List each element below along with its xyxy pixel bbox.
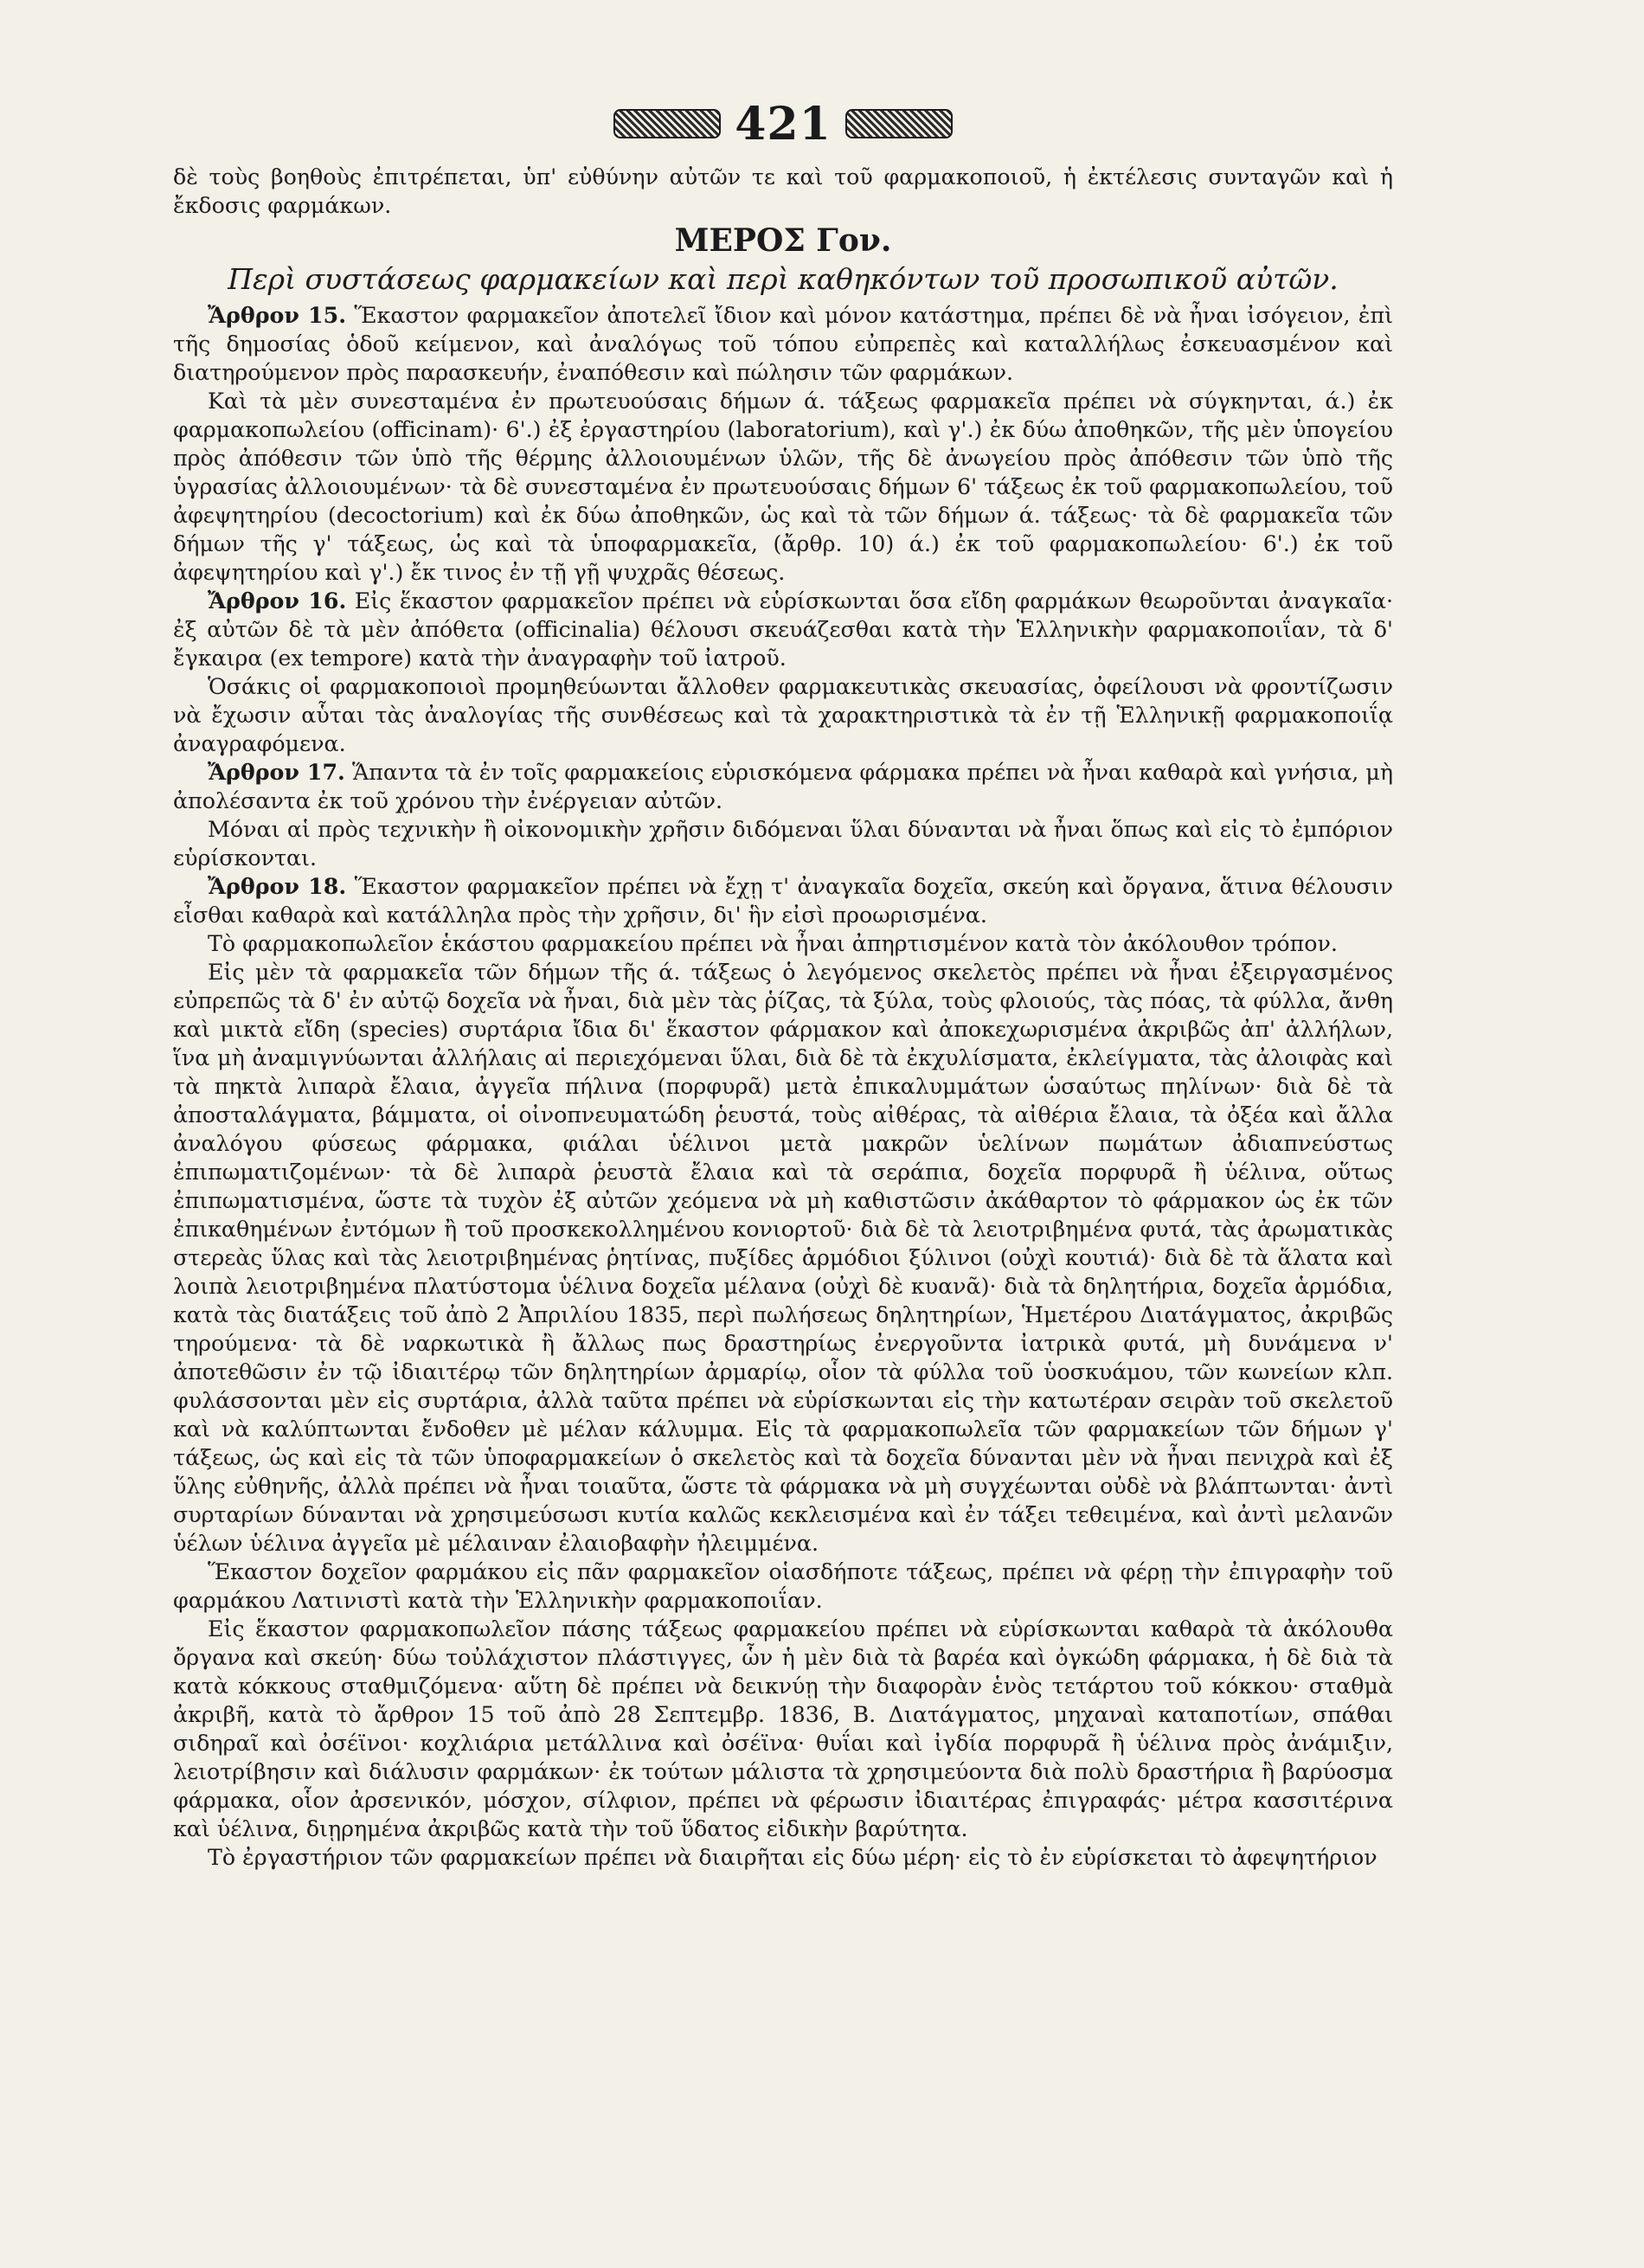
page-number: 421	[735, 97, 832, 151]
part-title: ΜΕΡΟΣ Γον.	[674, 222, 892, 259]
paragraph-text: Εἰς ἕκαστον φαρμακοπωλεῖον πάσης τάξεως φαρμακείου πρέπει νὰ εὑρίσκωνται καθαρὰ τὰ ἀκόλουθα ὄργανα καὶ σκεύη· δύω τοὐλάχιστον πλάστιγγες, ὧν ἡ μὲν διὰ τὰ βαρέα καὶ ὀγκώδη φάρμακα, ἡ δὲ διὰ τὰ κατὰ κόκκους σταθμιζόμενα· αὕτη δὲ πρέπει νὰ δεικνύῃ τὴν διαφορὰν ἑνὸς τετάρτου τοῦ κόκκου· σταθμὰ ἀκριβῆ, κατὰ τὸ ἄρθρον 15 τοῦ ἀπὸ 28 Σεπτεμβρ. 1836, Β. Διατάγματος, μηχαναὶ καταποτίων, σπάθαι σιδηραῖ καὶ ὀσέϊνοι· κοχλιάρια μετάλλινα καὶ ὀσέϊνα· θυΐαι καὶ ἰγδία πορφυρᾶ ἢ ὑέλινα πρὸς ἀνάμιξιν, λειοτρίβησιν καὶ διάλυσιν φαρμάκων· ἐκ τούτων μάλιστα τὰ χρησιμεύοντα διὰ πολὺ δραστήρια ἢ βαρύοσμα φάρμακα, οἷον ἀρσενικόν, μόσχον, σίλφιον, πρέπει νὰ φέρωσιν ἰδιαιτέρας ἐπιγραφάς· μέτρα κασσιτέρινα καὶ ὑέλινα, διῃρημένα ἀκριβῶς κατὰ τὴν τοῦ ὕδατος εἰδικὴν βαρύτητα.	[173, 1616, 1393, 1841]
article-label: Ἄρθρον 18.	[208, 873, 347, 899]
article-label: Ἄρθρον 16.	[208, 588, 347, 614]
paragraph-text: Μόναι αἱ πρὸς τεχνικὴν ἢ οἰκονομικὴν χρῆσιν διδόμεναι ὕλαι δύνανται νὰ ἦναι ὅπως καὶ εἰς τὸ ἐμπόριον εὑρίσκονται.	[173, 817, 1393, 871]
intro-paragraph: δὲ τοὺς βοηθοὺς ἐπιτρέπεται, ὑπ' εὐθύνην αὐτῶν τε καὶ τοῦ φαρμακοποιοῦ, ἡ ἐκτέλεσις συνταγῶν καὶ ἡ ἔκδοσις φαρμάκων.	[173, 164, 1393, 218]
paragraph-text: Ὁσάκις οἱ φαρμακοποιοὶ προμηθεύωνται ἄλλοθεν φαρμακευτικὰς σκευασίας, ὀφείλουσι νὰ φροντίζωσιν νὰ ἔχωσιν αὗται τὰς ἀναλογίας τῆς συνθέσεως καὶ τὰ χαρακτηριστικὰ τὰ ἐν τῇ Ἑλληνικῇ φαρμακοποιΐᾳ ἀναγραφόμενα.	[173, 674, 1393, 756]
paragraph	[173, 387, 1393, 587]
paragraph-text: Εἰς μὲν τὰ φαρμακεῖα τῶν δήμων τῆς ά. τάξεως ὁ λεγόμενος σκελετὸς πρέπει νὰ ἦναι ἐξειργασμένος εὐπρεπῶς τὰ δ' ἐν αὐτῷ δοχεῖα νὰ ἦναι, διὰ μὲν τὰς ῥίζας, τὰ ξύλα, τοὺς φλοιούς, τὰς πόας, τὰ φύλλα, ἄνθη καὶ μικτὰ εἴδη (species) συρτάρια ἴδια δι' ἕκαστον φάρμακον καὶ ἀποκεχωρισμένα ἀκριβῶς ἀπ' ἀλλήλων, ἵνα μὴ ἀναμιγνύωνται ἀλλήλαις αἱ περιεχόμεναι ὕλαι, διὰ δὲ τὰ ἐκχυλίσματα, ἐκλείγματα, τὰς ἀλοιφὰς καὶ τὰ πηκτὰ λιπαρὰ ἔλαια, ἀγγεῖα πήλινα (πορφυρᾶ) μετὰ ἐπικαλυμμάτων ὡσαύτως πηλίνων· διὰ δὲ τὰ ἀποσταλάγματα, βάμματα, οἱ οἰνοπνευματώδη ῥευστά, τοὺς αἰθέρας, τὰ αἰθέρια ἔλαια, τὰ ὀξέα καὶ ἄλλα ἀναλόγου φύσεως φάρμακα, φιάλαι ὑέλινοι μετὰ μακρῶν ὑελίνων πωμάτων ἀδιαπνεύστως ἐπιπωματιζομένων· τὰ δὲ λιπαρὰ ῥευστὰ ἔλαια καὶ τὰ σεράπια, δοχεῖα πορφυρᾶ ἢ ὑέλινα, οὕτως ἐπιπωματισμένα, ὥστε τὰ τυχὸν ἐξ αὐτῶν χεόμενα νὰ μὴ καθιστῶσιν ἀκάθαρτον τὸ φάρμακον ὡς ἐκ τῶν ἐπικαθημένων ἐντόμων ἢ τοῦ προσκεκολλημένου κονιορτοῦ· διὰ δὲ τὰ λειοτριβημένα φυτά, τὰς ἀρωματικὰς στερεὰς ὕλας καὶ τὰς λειοτριβημένας ῥητίνας, πυξίδες ἁρμόδιοι ξύλινοι (οὐχὶ κουτιά)· διὰ δὲ τὰ ἅλατα καὶ λοιπὰ λειοτριβημένα πλατύστομα ὑέλινα δοχεῖα μέλανα (οὐχὶ δὲ κυανᾶ)· διὰ τὰ δηλητήρια, δοχεῖα ἁρμόδια, κατὰ τὰς διατάξεις τοῦ ἀπὸ 2 Ἀπριλίου 1835, περὶ πωλήσεως δηλητηρίων, Ἡμετέρου Διατάγματος, ἀκριβῶς τηρούμενα· τὰ δὲ ναρκωτικὰ ἢ ἄλλως πως δραστηρίως ἐνεργοῦντα ἰατρικὰ φυτά, μὴ δυνάμενα ν' ἀποτεθῶσιν ἐν τῷ ἰδιαιτέρῳ τῶν δηλητηρίων ἀρμαρίῳ, οἷον τὰ φύλλα τοῦ ὑοσκυάμου, τῶν κωνείων κλπ. φυλάσσονται μὲν εἰς συρτάρια, ἀλλὰ ταῦτα πρέπει νὰ εὑρίσκωνται εἰς τὴν κατωτέραν σειρὰν τοῦ σκελετοῦ καὶ νὰ καλύπτωνται ἔνδοθεν μὲ μέλαν κάλυμμα. Εἰς τὰ φαρμακοπωλεῖα τῶν φαρμακείων τῶν δήμων γ' τάξεως, ὡς καὶ εἰς τὰ τῶν ὑποφαρμακείων ὁ σκελετὸς καὶ τὰ δοχεῖα δύνανται μὲν νὰ ἦναι πενιχρὰ καὶ ἐξ ὕλης εὐθηνῆς, ἀλλὰ πρέπει νὰ ἦναι τοιαῦτα, ὥστε τὰ φάρμακα νὰ μὴ συγχέωνται οὐδὲ νὰ βλάπτωνται· ἀντὶ συρταρίων δύνανται νὰ χρησιμεύσωσι κυτία καλῶς κεκλεισμένα καὶ ἐν τάξει τεθειμένα, καὶ ἀντὶ μελανῶν ὑέλων ὑέλινα ἀγγεῖα μὲ μέλαιναν ἐλαιοβαφὴν ἠλειμμένα.	[173, 960, 1393, 1556]
paragraph	[173, 929, 1393, 958]
document-body	[173, 163, 1393, 1872]
paragraph	[173, 815, 1393, 872]
paragraph	[173, 1558, 1393, 1615]
paragraph-article-18	[173, 872, 1393, 929]
paragraph	[173, 672, 1393, 758]
paragraph	[173, 958, 1393, 1558]
section-heading	[173, 262, 1393, 296]
section-title: Περὶ συστάσεως φαρμακείων καὶ περὶ καθηκόντων τοῦ προσωπικοῦ αὐτῶν.	[228, 262, 1339, 296]
paragraph-article-15	[173, 301, 1393, 387]
page-header	[173, 93, 1393, 154]
paragraph-text: Τὸ φαρμακοπωλεῖον ἑκάστου φαρμακείου πρέπει νὰ ἦναι ἀπηρτισμένον κατὰ τὸν ἀκόλουθον τρόπον.	[208, 931, 1338, 956]
left-ornament-icon	[613, 109, 721, 138]
paragraph-text: Ἕκαστον δοχεῖον φαρμάκου εἰς πᾶν φαρμακεῖον οἱασδήποτε τάξεως, πρέπει νὰ φέρῃ τὴν ἐπιγραφὴν τοῦ φαρμάκου Λατινιστὶ κατὰ τὴν Ἑλληνικὴν φαρμακοποιΐαν.	[173, 1559, 1393, 1613]
right-ornament-icon	[845, 109, 953, 138]
paragraph-text: Ἕκαστον φαρμακεῖον ἀποτελεῖ ἴδιον καὶ μόνον κατάστημα, πρέπει δὲ νὰ ἦναι ἰσόγειον, ἐπὶ τῆς δημοσίας ὁδοῦ κείμενον, καὶ ἀναλόγως τοῦ τόπου εὐπρεπὲς καὶ καταλλήλως ἐσκευασμένον καὶ διατηρούμενον πρὸς παρασκευήν, ἐναπόθεσιν καὶ πώλησιν τῶν φαρμάκων.	[173, 303, 1393, 385]
paragraph-article-17	[173, 758, 1393, 815]
paragraph-text: Καὶ τὰ μὲν συνεσταμένα ἐν πρωτευούσαις δήμων ά. τάξεως φαρμακεῖα πρέπει νὰ σύγκηνται, ά.) ἐκ φαρμακοπωλείου (officinam)· 6'.) ἐξ ἐργαστηρίου (laboratorium), καὶ γ'.) ἐκ δύω ἀποθηκῶν, τῆς μὲν ὑπογείου πρὸς ἀπόθεσιν τῶν ὑπὸ τῆς θέρμης ἀλλοιουμένων ὑλῶν, τῆς δὲ ἀνωγείου πρὸς ἀπόθεσιν τῶν ὑπὸ τῆς ὑγρασίας ἀλλοιουμένων· τὰ δὲ συνεσταμένα ἐν πρωτευούσαις δήμων 6' τάξεως ἐκ τοῦ φαρμακοπωλείου, τοῦ ἀφεψητηρίου (decoctorium) καὶ ἐκ δύω ἀποθηκῶν, ὡς καὶ τὰ τῶν δήμων ά. τάξεως· τὰ δὲ φαρμακεῖα τῶν δήμων τῆς γ' τάξεως, ὡς καὶ τὰ ὑποφαρμακεῖα, (ἄρθρ. 10) ά.) ἐκ τοῦ φαρμακοπωλείου· 6'.) ἐκ τοῦ ἀφεψητηρίου καὶ γ'.) ἔκ τινος ἐν τῇ γῇ ψυχρᾶς θέσεως.	[173, 389, 1393, 585]
paragraph-text: Τὸ ἐργαστήριον τῶν φαρμακείων πρέπει νὰ διαιρῆται εἰς δύω μέρη· εἰς τὸ ἐν εὑρίσκεται τὸ ἀφεψητήριον	[208, 1845, 1377, 1870]
article-label: Ἄρθρον 17.	[208, 759, 345, 785]
part-heading	[173, 222, 1393, 259]
paragraph-article-16	[173, 587, 1393, 672]
paragraph-text: Εἰς ἕκαστον φαρμακεῖον πρέπει νὰ εὑρίσκωνται ὅσα εἴδη φαρμάκων θεωροῦνται ἀναγκαῖα· ἐξ αὐτῶν δὲ τὰ μὲν ἀπόθετα (officinalia) θέλουσι σκευάζεσθαι κατὰ τὴν Ἑλληνικὴν φαρμακοποιΐαν, τὰ δ' ἔγκαιρα (ex tempore) κατὰ τὴν ἀναγραφὴν τοῦ ἰατροῦ.	[173, 588, 1393, 671]
paragraph-text: Ἅπαντα τὰ ἐν τοῖς φαρμακείοις εὑρισκόμενα φάρμακα πρέπει νὰ ἦναι καθαρὰ καὶ γνήσια, μὴ ἀπολέσαντα ἐκ τοῦ χρόνου τὴν ἐνέργειαν αὐτῶν.	[173, 760, 1393, 813]
paragraph	[173, 1615, 1393, 1843]
article-label: Ἄρθρον 15.	[208, 302, 347, 328]
paragraph-text: Ἕκαστον φαρμακεῖον πρέπει νὰ ἔχῃ τ' ἀναγκαῖα δοχεῖα, σκεύη καὶ ὄργανα, ἅτινα θέλουσιν εἶσθαι καθαρὰ καὶ κατάλληλα πρὸς τὴν χρῆσιν, δι' ἣν εἰσὶ προωρισμένα.	[173, 874, 1393, 928]
paragraph	[173, 1843, 1393, 1872]
